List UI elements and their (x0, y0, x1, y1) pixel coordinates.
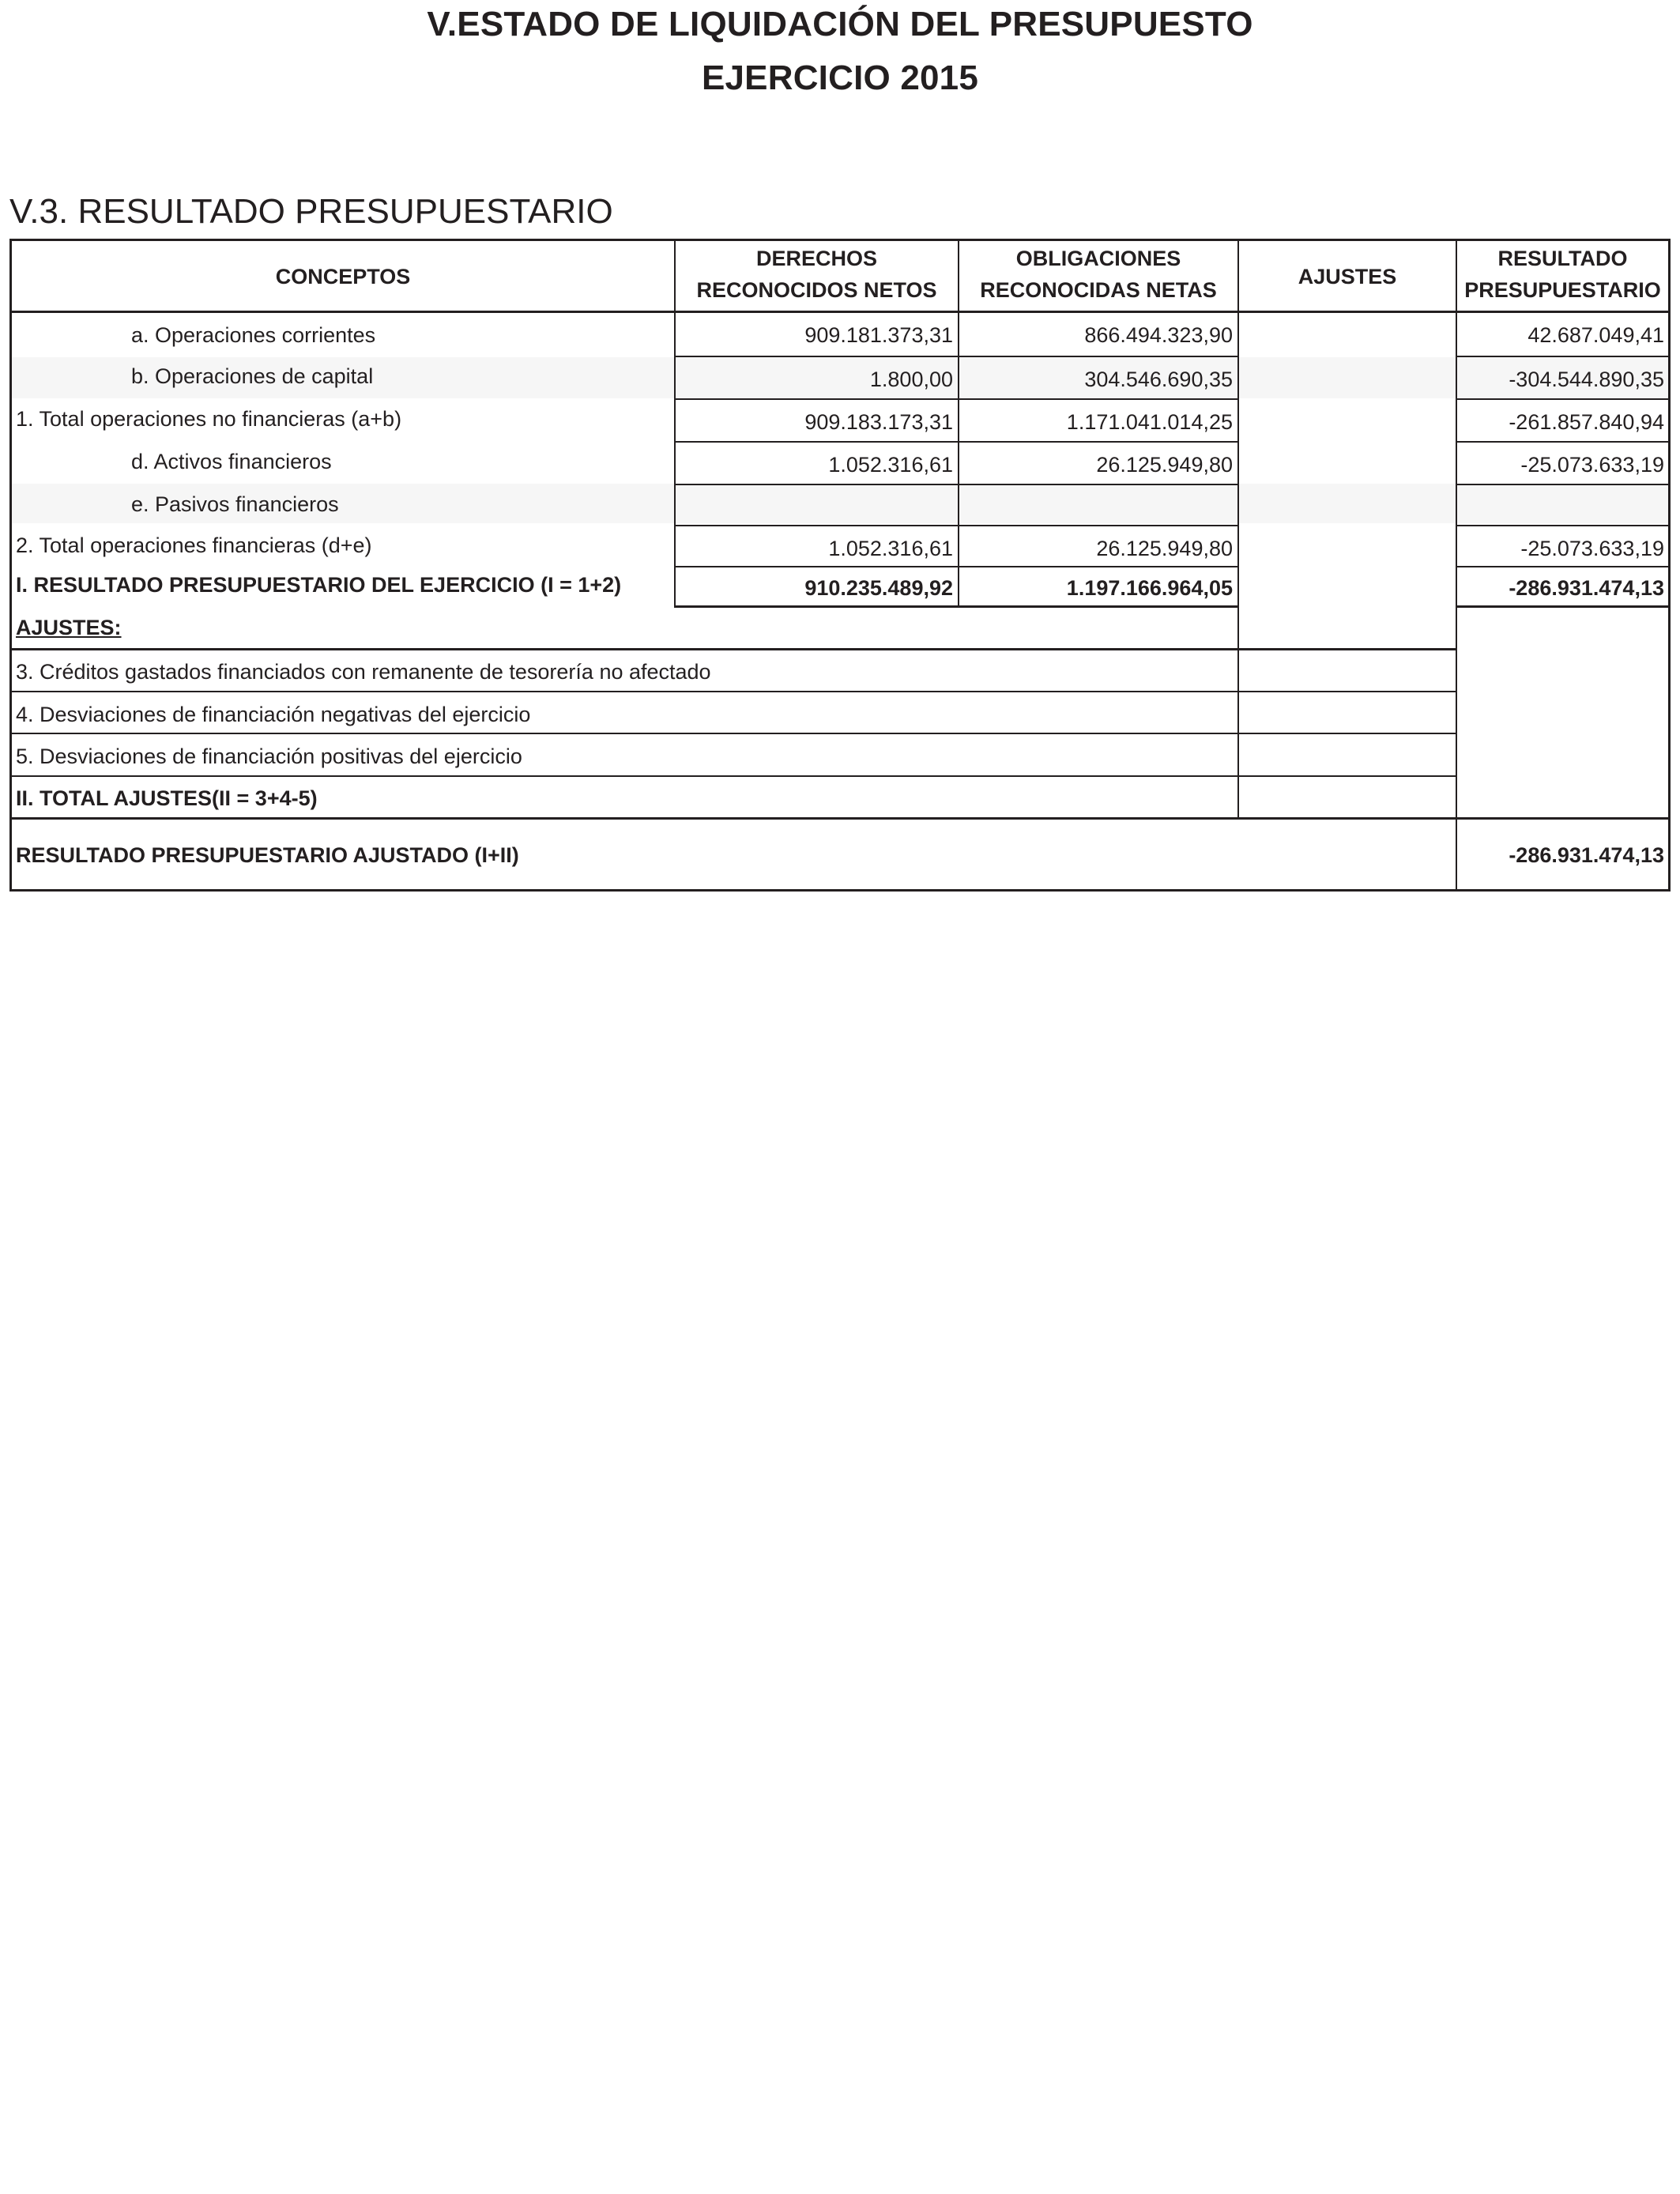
row-concepto: 2. Total operaciones financieras (d+e) (16, 533, 372, 557)
row-concepto: e. Pasivos financieros (131, 492, 339, 516)
row-obligaciones: 304.546.690,35 (1084, 368, 1233, 391)
row-derechos: 909.183.173,31 (804, 410, 953, 434)
row-derechos: 1.052.316,61 (828, 453, 953, 477)
header-obligaciones (959, 243, 1237, 306)
header-obligaciones-line2: RECONOCIDAS NETAS (980, 278, 1217, 302)
row-resultado: 42.687.049,41 (1527, 323, 1664, 347)
rule (1456, 441, 1671, 443)
row-concepto: 3. Créditos gastados financiados con remanente de tesorería no afectado (16, 660, 711, 684)
rule (1668, 239, 1671, 892)
rule (9, 889, 1671, 892)
row-resultado: -286.931.474,13 (1509, 576, 1664, 600)
row-derechos: 1.052.316,61 (828, 537, 953, 560)
row-resultado: -25.073.633,19 (1520, 453, 1664, 477)
rule (1456, 484, 1671, 485)
rule (9, 817, 1671, 820)
header-ajustes: AJUSTES (1298, 265, 1397, 288)
row-concepto: b. Operaciones de capital (131, 364, 374, 388)
ajustes-heading: AJUSTES: (16, 616, 122, 639)
row-concepto: 1. Total operaciones no financieras (a+b) (16, 407, 402, 431)
rule (1456, 607, 1457, 892)
header-obligaciones-line1: OBLIGACIONES (1015, 247, 1181, 270)
rule (674, 356, 1239, 357)
document-subtitle-year: EJERCICIO 2015 (701, 58, 979, 97)
row-obligaciones: 26.125.949,80 (1096, 537, 1233, 560)
rule (1456, 566, 1671, 567)
rule (1237, 607, 1239, 819)
rule (9, 239, 12, 892)
row-resultado: -261.857.840,94 (1509, 410, 1664, 434)
row-resultado: -304.544.890,35 (1509, 368, 1664, 391)
row-concepto: a. Operaciones corrientes (131, 323, 376, 347)
row-derechos: 1.800,00 (869, 368, 953, 391)
header-derechos-line1: DERECHOS (755, 247, 878, 270)
rule (1456, 525, 1671, 526)
row-concepto: d. Activos financieros (131, 450, 332, 473)
row-concepto: II. TOTAL AJUSTES(II = 3+4-5) (16, 786, 318, 810)
rule (1456, 605, 1671, 608)
row-obligaciones: 1.197.166.964,05 (1066, 576, 1233, 600)
header-resultado-line2: PRESUPUESTARIO (1464, 278, 1661, 302)
row-obligaciones: 26.125.949,80 (1096, 453, 1233, 477)
row-concepto: 4. Desviaciones de financiación negativas del ejercicio (16, 703, 531, 726)
rule (674, 484, 1239, 485)
row-concepto: 5. Desviaciones de financiación positivas del ejercicio (16, 745, 522, 768)
row-concepto: I. RESULTADO PRESUPUESTARIO DEL EJERCICIO (I = 1+2) (16, 573, 622, 597)
rule (9, 311, 1671, 313)
header-resultado (1457, 243, 1668, 306)
rule (674, 441, 1239, 443)
final-concepto: RESULTADO PRESUPUESTARIO AJUSTADO (I+II) (16, 843, 519, 867)
row-derechos: 909.181.373,31 (804, 323, 953, 347)
rule (9, 775, 1457, 777)
rule (1456, 356, 1671, 357)
rule (1456, 398, 1671, 400)
rule (9, 239, 1671, 241)
row-derechos: 910.235.489,92 (804, 576, 953, 600)
rule (674, 525, 1239, 526)
header-derechos (676, 243, 958, 306)
document-title: V.ESTADO DE LIQUIDACIÓN DEL PRESUPUESTO (427, 5, 1253, 43)
rule (674, 566, 1239, 567)
rule (9, 733, 1457, 734)
header-resultado-line1: RESULTADO (1497, 247, 1628, 270)
rule (674, 605, 1239, 608)
rule (9, 648, 1457, 650)
final-resultado: -286.931.474,13 (1509, 843, 1664, 867)
rule (674, 398, 1239, 400)
row-obligaciones: 1.171.041.014,25 (1066, 410, 1233, 434)
header-derechos-line2: RECONOCIDOS NETOS (696, 278, 937, 302)
row-resultado: -25.073.633,19 (1520, 537, 1664, 560)
section-heading: V.3. RESULTADO PRESUPUESTARIO (9, 192, 613, 231)
header-conceptos: CONCEPTOS (275, 265, 411, 288)
rule (9, 691, 1457, 692)
row-obligaciones: 866.494.323,90 (1084, 323, 1233, 347)
